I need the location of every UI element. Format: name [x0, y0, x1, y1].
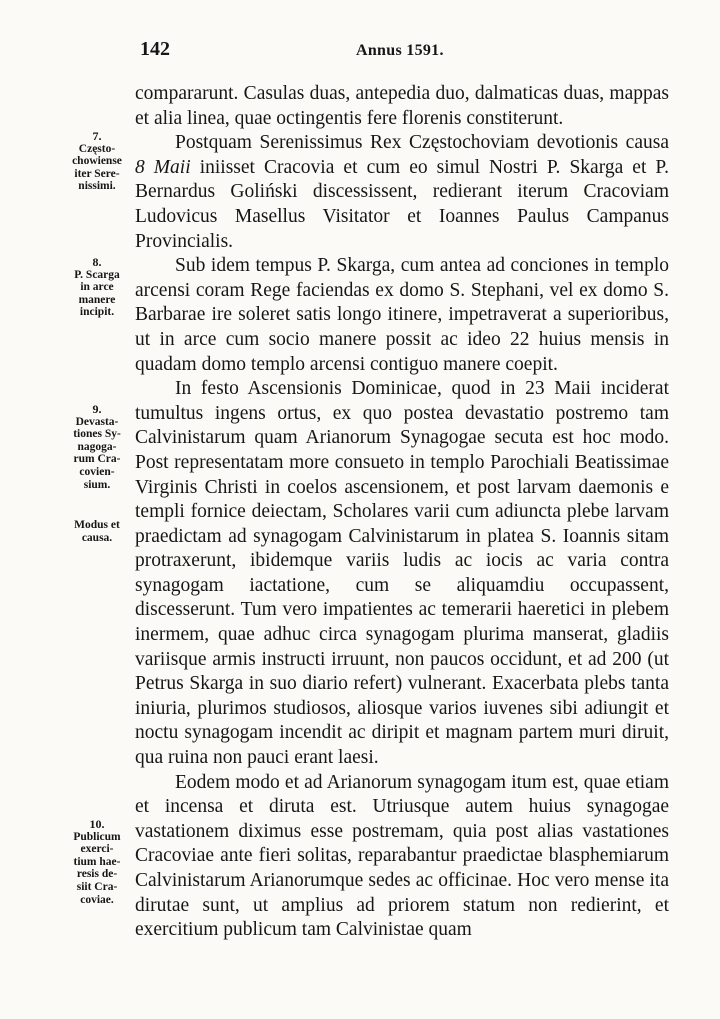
paragraph-9: In festo Ascensionis Dominicae, quod in 23 Maii inciderat tumultus ingens ortus, ex quo postea devastatio postremo tam Calvinistarum quam Arianorum Synagogae secuta est hoc modo. Post representatam more consueto in templo Parochiali Beatissimae Virginis Christi in coelos ascensionem, et post larvam daemonis e templi fornice deiectam, Scholares varii cum adiuncta plebe larvam praedictam ad synagogam Calvinistarum in platea S. Ioannis sitam protraxerunt, ibidemque variis ludis ac iocis ac varia contra synagogam iactatione, cum se aliquamdiu occupassent, discesserunt. Tum vero impatientes ac temerarii haeretici in plebem inermem, quae adhuc circa synagogam plurima manserat, gladiis variisque armis instructi irruunt, non paucos occidunt, et ad 200 (ut Petrus Skarga in suo diario refert) vulnerant. Exacerbata plebs tanta iniuria, plurimos studiosos, aliosque varios iuvenes sibi adiungit et noctu synagogam incendit ac diripit et magnam partem muri diruit, qua ruina non pauci erant laesi. — [135, 378, 669, 769]
margin-note-8 — [60, 256, 134, 319]
margin-note-number: 7. — [92, 129, 102, 143]
margin-note-line: nissimi. — [78, 180, 116, 193]
margin-note-number: 8. — [92, 255, 102, 269]
margin-note-line: in arce — [80, 281, 114, 294]
margin-note-line: Publicum — [73, 830, 121, 843]
margin-note-line: incipit. — [79, 306, 115, 319]
margin-note-line: tiones Sy- — [73, 428, 121, 441]
margin-note-line: siit Cra- — [76, 880, 118, 893]
running-head: Annus 1591. — [356, 42, 444, 59]
margin-note-line: iter Sere- — [74, 167, 120, 180]
body-text — [135, 82, 669, 943]
margin-note-line: covien- — [79, 465, 115, 478]
margin-note-number: 9. — [92, 402, 102, 416]
margin-note-line: rum Cra- — [73, 453, 121, 466]
paragraph-continuation: compararunt. Casulas duas, antepedia duo, dalmaticas duas, mappas et alia linea, quae octingentis fere florenis constiterunt. — [135, 83, 669, 129]
margin-note-modus — [60, 519, 134, 544]
margin-note-line: exerci- — [80, 843, 114, 856]
margin-note-line: Często- — [78, 142, 116, 155]
margin-note-line: sium. — [83, 478, 111, 491]
margin-note-line: manere — [78, 293, 116, 306]
paragraph-7-text-a: Postquam Serenissimus Rex Częstochoviam devotionis causa — [175, 132, 669, 154]
paragraph-8: Sub idem tempus P. Skarga, cum antea ad conciones in templo arcensi coram Rege faciendas ex domo S. Stephani, vel ex domo S. Barbarae ire soleret satis longo itinere, impetraverat a superioribus, ut in arce cum socio manere possit ac ideo 22 huius mensis in quadam domo templo arcensi contiguo manere coepit. — [135, 255, 669, 375]
margin-note-line: P. Scarga — [74, 268, 120, 281]
margin-note-line: nagoga- — [77, 440, 117, 453]
margin-note-line: causa. — [81, 531, 113, 544]
margin-note-number: 10. — [89, 817, 105, 831]
paragraph-10: Eodem modo et ad Arianorum synagogam itum est, quae etiam et incensa et diruta est. Utriusque autem huius synagogae vastationem diximus esse postremam, quia post alias vastationes Cracoviae ante fieri solitas, reparabantur praedictae blasphemiarum Calvinistarum Arianorumque sedes ac officinae. Hoc vero mense ita dirutae sunt, ut amplius ad priorem statum non redierint, et exercitium publicum tam Calvinistae quam — [135, 771, 669, 941]
margin-note-7 — [60, 130, 134, 193]
page-number: 142 — [140, 38, 170, 60]
paragraph-7-text-b: iniisset Cracovia et cum eo simul Nostri P. Skarga et P. Bernardus Goliński discessissent, redierant iterum Cracoviam Ludovicus Masellus Visitator et Ioannes Paulus Campanus Provincialis. — [135, 156, 669, 252]
margin-note-line: Devasta- — [75, 415, 119, 428]
margin-note-line: resis de- — [76, 868, 118, 881]
paragraph-7-date: 8 Maii — [135, 156, 191, 178]
margin-note-9 — [60, 403, 134, 491]
margin-note-10 — [60, 818, 134, 906]
margin-note-line: tium hae- — [73, 855, 121, 868]
paragraph-7 — [135, 131, 669, 254]
margin-note-line: chowiense — [72, 155, 122, 168]
margin-note-line: coviae. — [80, 893, 114, 906]
margin-note-line: Modus et — [74, 519, 120, 531]
